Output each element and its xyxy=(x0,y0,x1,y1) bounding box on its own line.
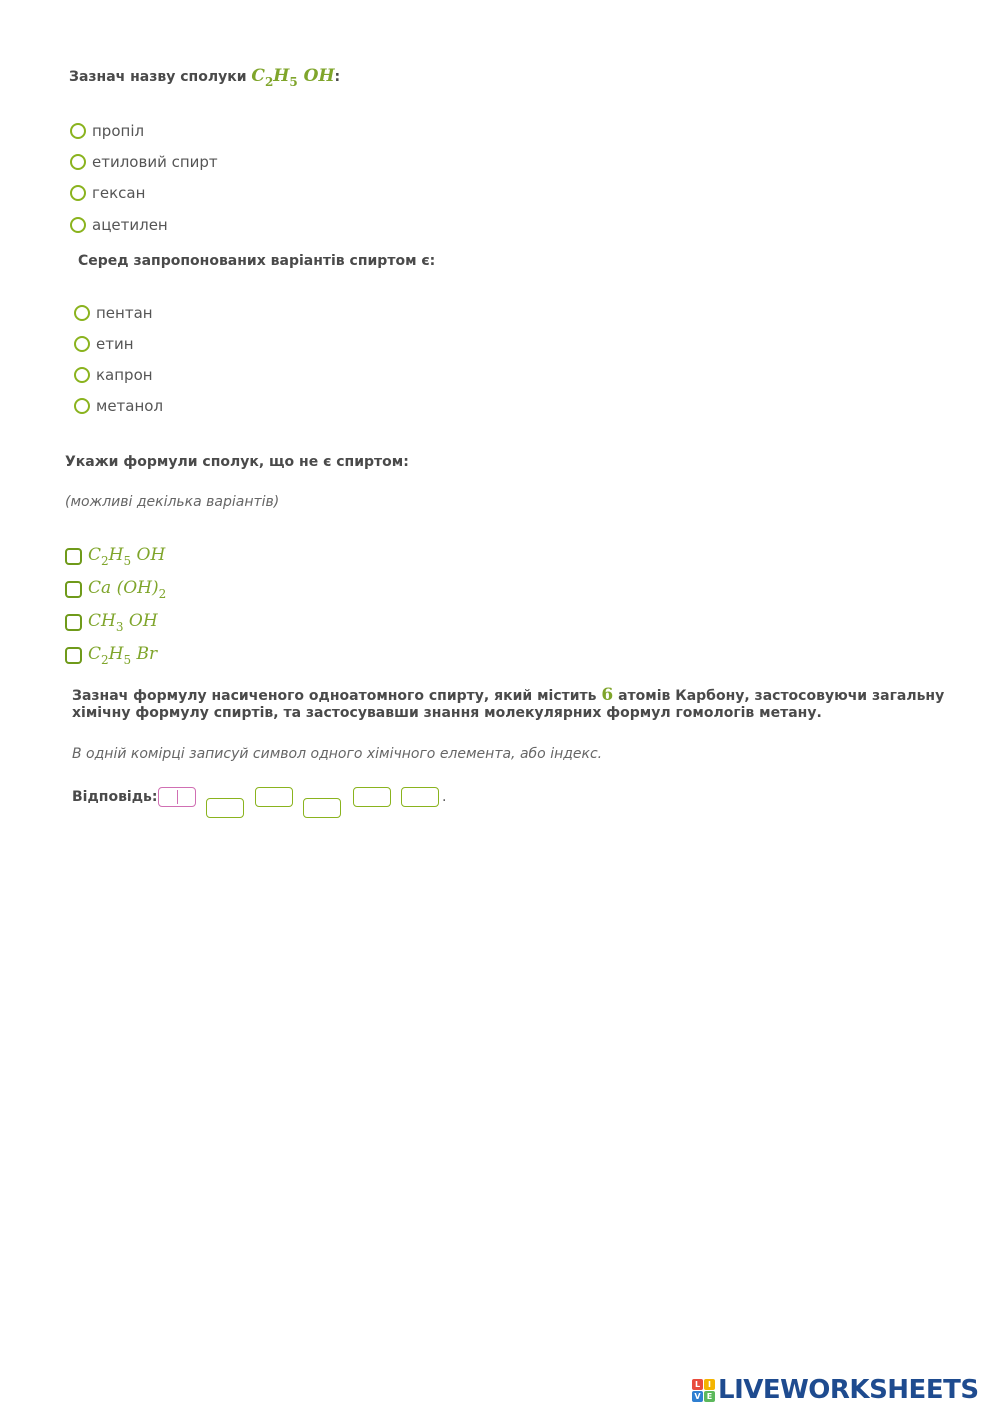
answer-cell-5[interactable] xyxy=(353,787,391,807)
answer-cell-3[interactable] xyxy=(255,787,293,807)
formula-subscript: 3 xyxy=(115,620,124,634)
option-label: пропіл xyxy=(92,122,145,140)
option-label: капрон xyxy=(96,366,153,384)
formula-subscript: 2 xyxy=(101,653,109,667)
checkbox[interactable] xyxy=(65,614,82,631)
formula-subscript: 5 xyxy=(123,653,132,667)
answer-cell-4[interactable] xyxy=(303,798,341,818)
q1-option-3[interactable] xyxy=(70,184,145,202)
formula-part: C xyxy=(88,545,102,565)
option-label: пентан xyxy=(96,304,153,322)
option-formula xyxy=(88,578,166,601)
radio-button[interactable] xyxy=(70,123,86,139)
question-4-text: атомів Карбону, застосовуючи загальну xyxy=(618,688,945,704)
answer-label: Відповідь: xyxy=(72,789,158,805)
formula-subscript: 2 xyxy=(101,554,109,568)
radio-button[interactable] xyxy=(74,367,90,383)
question-3-note: (можливі декілька варіантів) xyxy=(65,494,280,510)
formula-part: CH xyxy=(88,611,116,631)
q2-option-4[interactable] xyxy=(74,397,163,415)
formula-part: OH xyxy=(128,611,158,631)
q1-option-2[interactable] xyxy=(70,153,218,171)
radio-button[interactable] xyxy=(74,398,90,414)
checkbox[interactable] xyxy=(65,548,82,565)
formula-part: C xyxy=(88,644,102,664)
logo-block: E xyxy=(704,1391,715,1402)
q1-option-4[interactable] xyxy=(70,216,168,234)
answer-end-mark: . xyxy=(442,789,447,805)
formula-subscript: 2 xyxy=(264,75,274,89)
q2-option-3[interactable] xyxy=(74,366,153,384)
formula-part: (OH) xyxy=(116,578,159,598)
option-label: гексан xyxy=(92,184,146,202)
formula-part: C xyxy=(251,66,265,86)
question-4-note: В одній комірці записуй символ одного хімічного елемента, або індекс. xyxy=(72,746,603,762)
radio-button[interactable] xyxy=(74,336,90,352)
option-label: етин xyxy=(96,335,134,353)
q2-option-2[interactable] xyxy=(74,335,134,353)
option-formula xyxy=(88,644,157,667)
question-4-text: Зазнач формулу насиченого одноатомного спирту, який містить xyxy=(72,688,597,704)
answer-cell-2[interactable] xyxy=(206,798,244,818)
formula-part: H xyxy=(273,66,290,86)
q3-option-2[interactable] xyxy=(65,578,166,601)
question-4-line-2: хімічну формулу спиртів, та застосувавши знання молекулярних формул гомологів метану. xyxy=(72,705,822,721)
q2-option-1[interactable] xyxy=(74,304,153,322)
logo-block: L xyxy=(692,1379,703,1390)
question-1-text: Зазнач назву сполуки xyxy=(69,69,247,85)
answer-cell-6[interactable] xyxy=(401,787,439,807)
logo-block: V xyxy=(692,1391,703,1402)
option-formula xyxy=(88,545,165,568)
formula-part: H xyxy=(108,644,124,664)
liveworksheets-logo xyxy=(692,1375,979,1405)
question-1-title xyxy=(69,66,340,89)
radio-button[interactable] xyxy=(74,305,90,321)
radio-button[interactable] xyxy=(70,217,86,233)
formula-part: Ca xyxy=(88,578,112,598)
question-1-suffix: : xyxy=(334,69,341,85)
checkbox[interactable] xyxy=(65,581,82,598)
q1-option-1[interactable] xyxy=(70,122,144,140)
formula-part: OH xyxy=(136,545,166,565)
q3-option-4[interactable] xyxy=(65,644,157,667)
formula-subscript: 2 xyxy=(158,587,167,601)
logo-block: I xyxy=(704,1379,715,1390)
q3-option-3[interactable] xyxy=(65,611,158,634)
checkbox[interactable] xyxy=(65,647,82,664)
option-label: ацетилен xyxy=(92,216,168,234)
answer-cell-1[interactable] xyxy=(158,787,196,807)
option-label: етиловий спирт xyxy=(92,153,218,171)
formula-part: H xyxy=(108,545,124,565)
question-2-title: Серед запропонованих варіантів спиртом є: xyxy=(78,253,436,269)
formula-part: Br xyxy=(136,644,158,664)
logo-text: LIVEWORKSHEETS xyxy=(718,1375,979,1405)
radio-button[interactable] xyxy=(70,154,86,170)
option-formula xyxy=(88,611,158,634)
logo-blocks-icon xyxy=(692,1379,715,1402)
q3-option-1[interactable] xyxy=(65,545,165,568)
formula-subscript: 5 xyxy=(289,75,298,89)
question-1-formula xyxy=(251,66,335,89)
formula-part: OH xyxy=(303,66,335,86)
radio-button[interactable] xyxy=(70,185,86,201)
question-3-title: Укажи формули сполук, що не є спиртом: xyxy=(65,454,409,470)
carbon-count: 6 xyxy=(601,685,614,705)
option-label: метанол xyxy=(96,397,164,415)
formula-subscript: 5 xyxy=(123,554,132,568)
question-4-line-1 xyxy=(72,685,944,705)
